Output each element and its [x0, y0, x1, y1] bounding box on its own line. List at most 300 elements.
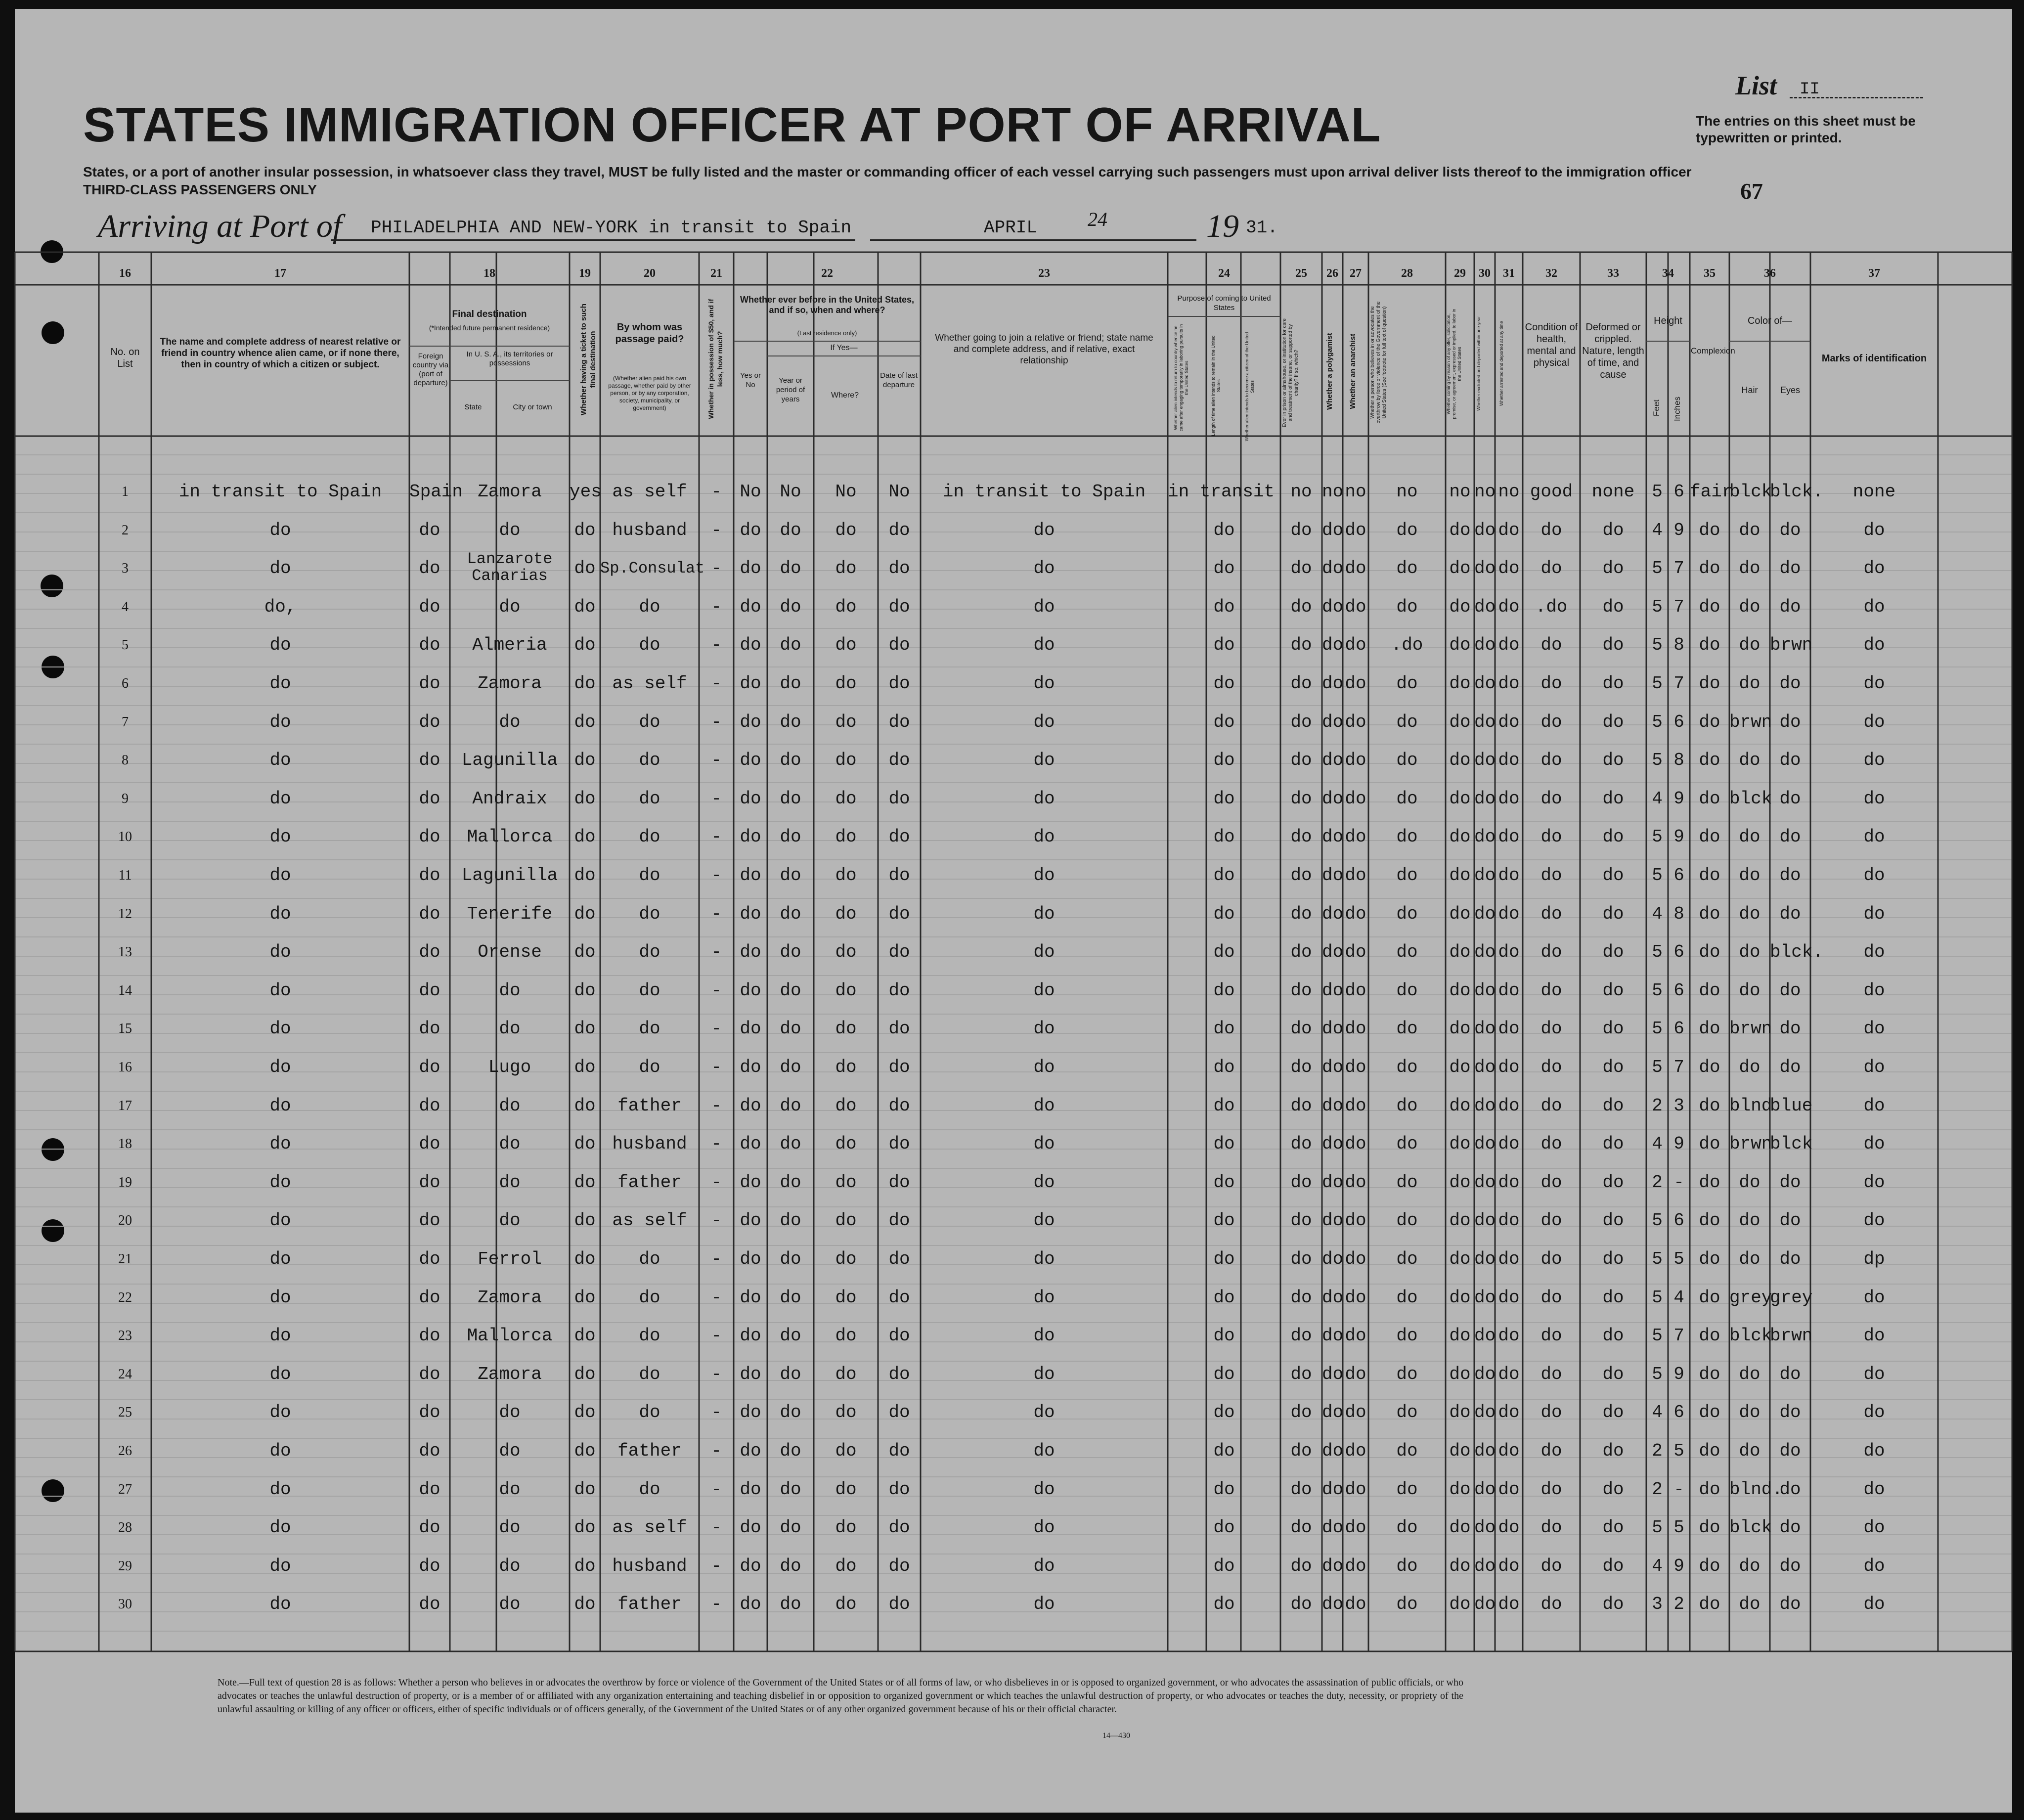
col-num-16: 16 — [119, 267, 131, 280]
cell-marks: do — [1863, 711, 1885, 732]
cell-c25: do — [1290, 980, 1312, 1001]
cell-money: - — [711, 750, 722, 771]
cell-no: 16 — [118, 1060, 132, 1075]
cell-c30: do — [1474, 1210, 1496, 1231]
cell-eyes: do — [1779, 1441, 1801, 1461]
cell-eyes: do — [1779, 596, 1801, 617]
header-state: State — [464, 403, 482, 411]
table-row — [0, 1288, 2024, 1327]
cell-foreign: do — [419, 1594, 440, 1615]
cell-c27: do — [1345, 1134, 1366, 1154]
cell-feet: 5 — [1652, 1019, 1663, 1039]
cell-no: 10 — [118, 829, 132, 845]
table-row — [0, 789, 2024, 828]
cell-date: do — [888, 1172, 910, 1193]
cell-no: 24 — [118, 1366, 132, 1382]
cell-paid: do — [639, 1364, 660, 1384]
cell-years: do — [780, 865, 801, 886]
cell-money: - — [711, 788, 722, 809]
cell-money: - — [711, 558, 722, 579]
cell-joining: do — [1033, 1479, 1055, 1500]
cell-marks: do — [1863, 1326, 1885, 1346]
cell-city: Lanzarote Canarias — [467, 550, 553, 585]
cell-inches: 9 — [1673, 788, 1684, 809]
cell-no: 13 — [118, 944, 132, 960]
cell-joining: do — [1033, 1210, 1055, 1231]
cell-feet: 5 — [1652, 596, 1663, 617]
cell-c28: do — [1396, 1326, 1418, 1346]
cell-city: do — [499, 1517, 521, 1538]
cell-marks: do — [1863, 1402, 1885, 1423]
cell-foreign: do — [419, 520, 440, 540]
cell-c28: do — [1396, 750, 1418, 771]
cell-c25: do — [1290, 865, 1312, 886]
cell-c28: do — [1396, 1555, 1418, 1576]
cell-c30: do — [1474, 788, 1496, 809]
cell-hair: grey — [1729, 1287, 1772, 1308]
cell-date: do — [888, 520, 910, 540]
cell-c27: do — [1345, 1517, 1366, 1538]
header-list-number: No. on List — [110, 347, 140, 369]
cell-ticket: do — [574, 1249, 596, 1269]
cell-marks: dp — [1863, 1249, 1885, 1269]
cell-date: do — [888, 942, 910, 963]
cell-where: do — [835, 1095, 857, 1116]
cell-money: - — [711, 1172, 722, 1193]
cell-c26: do — [1322, 1326, 1344, 1346]
cell-joining: do — [1033, 1249, 1055, 1269]
cell-purpose: do — [1213, 1402, 1235, 1423]
cell-city: do — [499, 596, 521, 617]
cell-c25: do — [1290, 1172, 1312, 1193]
cell-inches: 9 — [1673, 1364, 1684, 1384]
cell-city: Lagunilla — [461, 865, 558, 886]
cell-health: do — [1540, 827, 1562, 847]
cell-c29: do — [1449, 673, 1471, 694]
cell-c29: do — [1449, 1134, 1471, 1154]
cell-complexion: do — [1699, 520, 1720, 540]
cell-foreign: do — [419, 1402, 440, 1423]
cell-relative: do — [269, 980, 291, 1001]
cell-paid: do — [639, 1479, 660, 1500]
cell-foreign: do — [419, 980, 440, 1001]
cell-inches: 5 — [1673, 1441, 1684, 1461]
cell-c31: do — [1498, 827, 1520, 847]
cell-foreign: do — [419, 673, 440, 694]
cell-joining: do — [1033, 750, 1055, 771]
cell-marks: do — [1863, 980, 1885, 1001]
table-row — [0, 1249, 2024, 1288]
cell-purpose: do — [1213, 1364, 1235, 1384]
cell-c26: do — [1322, 596, 1344, 617]
cell-ticket: do — [574, 635, 596, 656]
cell-health: do — [1540, 1172, 1562, 1193]
cell-city: do — [499, 520, 521, 540]
cell-feet: 4 — [1652, 1134, 1663, 1154]
cell-purpose: do — [1213, 1172, 1235, 1193]
cell-c28: do — [1396, 1057, 1418, 1077]
cell-c25: do — [1290, 635, 1312, 656]
table-row — [0, 981, 2024, 1020]
cell-yesno: do — [740, 903, 761, 924]
cell-purpose: do — [1213, 1210, 1235, 1231]
cell-no: 20 — [118, 1213, 132, 1229]
cell-eyes: do — [1779, 711, 1801, 732]
cell-c29: do — [1449, 980, 1471, 1001]
cell-where: do — [835, 1210, 857, 1231]
cell-hair: do — [1739, 673, 1760, 694]
cell-feet: 5 — [1652, 1287, 1663, 1308]
cell-relative: do — [269, 865, 291, 886]
cell-c29: do — [1449, 1326, 1471, 1346]
cell-c27: do — [1345, 1210, 1366, 1231]
cell-c27: do — [1345, 750, 1366, 771]
cell-c31: do — [1498, 558, 1520, 579]
cell-complexion: do — [1699, 1057, 1720, 1077]
table-row — [0, 1518, 2024, 1556]
cell-c31: do — [1498, 1287, 1520, 1308]
cell-date: do — [888, 1287, 910, 1308]
cell-no: 5 — [122, 637, 129, 653]
cell-complexion: do — [1699, 1095, 1720, 1116]
cell-c31: do — [1498, 865, 1520, 886]
cell-money: - — [711, 942, 722, 963]
cell-c30: do — [1474, 520, 1496, 540]
cell-c28: do — [1396, 1095, 1418, 1116]
cell-yesno: do — [740, 827, 761, 847]
cell-purpose: do — [1213, 1019, 1235, 1039]
cell-ticket: do — [574, 1287, 596, 1308]
cell-c28: .do — [1391, 635, 1423, 656]
cell-complexion: do — [1699, 1210, 1720, 1231]
cell-joining: do — [1033, 1172, 1055, 1193]
col-num-19: 19 — [579, 267, 591, 280]
cell-date: do — [888, 788, 910, 809]
cell-city: Mallorca — [467, 827, 553, 847]
cell-c25: do — [1290, 827, 1312, 847]
cell-c30: do — [1474, 1057, 1496, 1077]
intro-text — [83, 163, 1692, 199]
cell-foreign: do — [419, 1479, 440, 1500]
cell-purpose: do — [1213, 673, 1235, 694]
header-last-departure: Date of last departure — [880, 371, 918, 389]
header-purpose: Purpose of coming to United States — [1177, 294, 1271, 312]
header-overthrow: Whether a person who believes in or advocates the overthrow by force or violence of the Government of the United States (See footnote for full text of question) — [1370, 301, 1387, 424]
cell-c28: do — [1396, 980, 1418, 1001]
cell-joining: do — [1033, 1057, 1055, 1077]
cell-complexion: do — [1699, 673, 1720, 694]
cell-c25: do — [1290, 1134, 1312, 1154]
col-num-33: 33 — [1607, 267, 1619, 280]
cell-yesno: do — [740, 1134, 761, 1154]
cell-foreign: do — [419, 788, 440, 809]
cell-yesno: do — [740, 1057, 761, 1077]
cell-hair: blck — [1729, 1517, 1772, 1538]
cell-c28: do — [1396, 1287, 1418, 1308]
cell-purpose: do — [1213, 1479, 1235, 1500]
cell-feet: 5 — [1652, 558, 1663, 579]
cell-relative: do — [269, 1479, 291, 1500]
cell-inches: 7 — [1673, 1326, 1684, 1346]
cell-deformed: do — [1602, 635, 1624, 656]
cell-eyes: do — [1779, 1249, 1801, 1269]
cell-where: do — [835, 1402, 857, 1423]
cell-relative: do — [269, 1249, 291, 1269]
cell-hair: do — [1739, 1555, 1760, 1576]
cell-inches: 8 — [1673, 635, 1684, 656]
cell-where: do — [835, 1172, 857, 1193]
cell-relative: do — [269, 1210, 291, 1231]
cell-paid: father — [617, 1441, 682, 1461]
cell-complexion: do — [1699, 1517, 1720, 1538]
cell-feet: 5 — [1652, 750, 1663, 771]
cell-years: do — [780, 711, 801, 732]
cell-c28: do — [1396, 1402, 1418, 1423]
cell-complexion: do — [1699, 1479, 1720, 1500]
cell-marks: do — [1863, 1594, 1885, 1615]
cell-city: Almeria — [472, 635, 547, 656]
cell-c27: do — [1345, 1441, 1366, 1461]
page-number: 67 — [1740, 178, 1763, 204]
cell-years: do — [780, 903, 801, 924]
cell-feet: 5 — [1652, 482, 1663, 502]
cell-deformed: do — [1602, 1095, 1624, 1116]
cell-c29: do — [1449, 1019, 1471, 1039]
cell-deformed: do — [1602, 903, 1624, 924]
cell-money: - — [711, 1555, 722, 1576]
cell-c26: do — [1322, 1172, 1344, 1193]
cell-years: do — [780, 1555, 801, 1576]
header-where: Where? — [831, 391, 859, 400]
cell-c26: do — [1322, 1441, 1344, 1461]
cell-joining: do — [1033, 673, 1055, 694]
cell-c29: do — [1449, 711, 1471, 732]
cell-no: 3 — [122, 561, 129, 577]
cell-inches: 9 — [1673, 520, 1684, 540]
cell-c29: do — [1449, 827, 1471, 847]
table-row — [0, 550, 2024, 597]
cell-years: do — [780, 750, 801, 771]
cell-eyes: do — [1779, 1019, 1801, 1039]
cell-date: do — [888, 903, 910, 924]
cell-money: - — [711, 1057, 722, 1077]
cell-feet: 4 — [1652, 520, 1663, 540]
cell-feet: 5 — [1652, 1210, 1663, 1231]
cell-c27: do — [1345, 827, 1366, 847]
cell-purpose: do — [1213, 903, 1235, 924]
cell-feet: 4 — [1652, 1555, 1663, 1576]
cell-inches: 6 — [1673, 942, 1684, 963]
cell-c27: do — [1345, 520, 1366, 540]
cell-foreign: do — [419, 1095, 440, 1116]
cell-foreign: do — [419, 1326, 440, 1346]
cell-inches: 9 — [1673, 1134, 1684, 1154]
cell-feet: 5 — [1652, 673, 1663, 694]
cell-hair: do — [1739, 558, 1760, 579]
cell-no: 11 — [118, 868, 132, 883]
arrival-year-prefix: 19 — [1206, 208, 1239, 244]
table-row — [0, 712, 2024, 751]
cell-purpose: in transit — [1168, 482, 1275, 502]
cell-complexion: fair — [1690, 482, 1733, 502]
cell-c26: do — [1322, 1594, 1344, 1615]
cell-eyes: blue — [1770, 1095, 1813, 1116]
cell-years: do — [780, 1210, 801, 1231]
cell-paid: do — [639, 1057, 660, 1077]
cell-c27: do — [1345, 1364, 1366, 1384]
cell-paid: do — [639, 1402, 660, 1423]
cell-c31: do — [1498, 788, 1520, 809]
cell-eyes: do — [1779, 1517, 1801, 1538]
cell-relative: do — [269, 750, 291, 771]
col-num-25: 25 — [1295, 267, 1307, 280]
cell-date: do — [888, 1249, 910, 1269]
cell-hair: do — [1739, 1210, 1760, 1231]
cell-relative: do — [269, 1402, 291, 1423]
cell-complexion: do — [1699, 1019, 1720, 1039]
cell-hair: do — [1739, 596, 1760, 617]
cell-yesno: do — [740, 711, 761, 732]
cell-joining: do — [1033, 596, 1055, 617]
cell-purpose: do — [1213, 635, 1235, 656]
cell-c25: do — [1290, 1057, 1312, 1077]
cell-c29: do — [1449, 1479, 1471, 1500]
cell-purpose: do — [1213, 1095, 1235, 1116]
cell-where: do — [835, 942, 857, 963]
cell-deformed: do — [1602, 1402, 1624, 1423]
cell-hair: blck — [1729, 482, 1772, 502]
cell-c27: do — [1345, 673, 1366, 694]
cell-years: do — [780, 1517, 801, 1538]
cell-purpose: do — [1213, 1057, 1235, 1077]
cell-c31: do — [1498, 635, 1520, 656]
cell-paid: Sp.Consulat — [600, 559, 705, 578]
cell-complexion: do — [1699, 1249, 1720, 1269]
cell-health: do — [1540, 1555, 1562, 1576]
cell-c26: do — [1322, 1555, 1344, 1576]
cell-where: do — [835, 865, 857, 886]
cell-where: do — [835, 558, 857, 579]
table-row — [0, 827, 2024, 866]
cell-no: 17 — [118, 1098, 132, 1113]
cell-paid: father — [617, 1594, 682, 1615]
cell-foreign: do — [419, 711, 440, 732]
cell-c27: no — [1345, 482, 1366, 502]
col-num-35: 35 — [1704, 267, 1716, 280]
cell-c30: do — [1474, 1441, 1496, 1461]
arrival-month: APRIL — [984, 218, 1038, 238]
table-row — [0, 635, 2024, 674]
header-excluded: Whether excluded and deported within one year — [1476, 316, 1481, 411]
header-last-residence: (Last residence only) — [797, 329, 857, 337]
cell-no: 2 — [122, 522, 129, 538]
cell-yesno: do — [740, 1287, 761, 1308]
cell-c27: do — [1345, 1326, 1366, 1346]
cell-yesno: do — [740, 788, 761, 809]
cell-marks: do — [1863, 1210, 1885, 1231]
cell-deformed: do — [1602, 1555, 1624, 1576]
cell-marks: do — [1863, 1479, 1885, 1500]
col-num-27: 27 — [1350, 267, 1362, 280]
cell-yesno: do — [740, 1402, 761, 1423]
cell-yesno: do — [740, 750, 761, 771]
cell-complexion: do — [1699, 1402, 1720, 1423]
cell-hair: do — [1739, 1249, 1760, 1269]
cell-c27: do — [1345, 1019, 1366, 1039]
table-row — [0, 1595, 2024, 1633]
cell-eyes: do — [1779, 558, 1801, 579]
cell-no: 22 — [118, 1289, 132, 1305]
cell-yesno: do — [740, 673, 761, 694]
cell-city: do — [499, 1479, 521, 1500]
cell-c30: do — [1474, 1019, 1496, 1039]
cell-c31: no — [1498, 482, 1520, 502]
cell-money: - — [711, 1210, 722, 1231]
cell-c26: do — [1322, 1134, 1344, 1154]
cell-where: do — [835, 1326, 857, 1346]
header-arrested: Whether arrested and deported at any time — [1499, 321, 1504, 406]
cell-c26: do — [1322, 788, 1344, 809]
cell-where: do — [835, 1057, 857, 1077]
cell-hair: do — [1739, 1594, 1760, 1615]
cell-city: Orense — [478, 942, 542, 963]
cell-yesno: do — [740, 1364, 761, 1384]
cell-c25: do — [1290, 1287, 1312, 1308]
cell-c26: do — [1322, 1019, 1344, 1039]
cell-c26: do — [1322, 1287, 1344, 1308]
cell-health: good — [1530, 482, 1573, 502]
cell-c28: no — [1396, 482, 1418, 502]
cell-complexion: do — [1699, 1172, 1720, 1193]
cell-c25: do — [1290, 596, 1312, 617]
cell-relative: do — [269, 1364, 291, 1384]
cell-city: Zamora — [478, 1364, 542, 1384]
cell-ticket: do — [574, 1402, 596, 1423]
cell-c30: do — [1474, 1134, 1496, 1154]
cell-hair: do — [1739, 1057, 1760, 1077]
cell-c28: do — [1396, 673, 1418, 694]
cell-c26: do — [1322, 1517, 1344, 1538]
cell-relative: do — [269, 1019, 291, 1039]
col-num-29: 29 — [1454, 267, 1466, 280]
cell-purpose: do — [1213, 750, 1235, 771]
cell-foreign: do — [419, 1172, 440, 1193]
cell-deformed: do — [1602, 1210, 1624, 1231]
cell-where: do — [835, 596, 857, 617]
cell-feet: 5 — [1652, 1249, 1663, 1269]
punch-hole-2 — [42, 321, 64, 344]
cell-ticket: do — [574, 942, 596, 963]
cell-c29: do — [1449, 1287, 1471, 1308]
cell-relative: do — [269, 1326, 291, 1346]
cell-feet: 5 — [1652, 1517, 1663, 1538]
cell-paid: do — [639, 1287, 660, 1308]
cell-eyes: blck. — [1770, 482, 1824, 502]
cell-eyes: brwn — [1770, 1326, 1813, 1346]
cell-yesno: do — [740, 1594, 761, 1615]
cell-health: do — [1540, 750, 1562, 771]
cell-c29: do — [1449, 1364, 1471, 1384]
header-deformed: Deformed or crippled. Nature, length of time, and cause — [1582, 322, 1644, 380]
cell-c30: do — [1474, 827, 1496, 847]
cell-health: do — [1540, 1249, 1562, 1269]
cell-relative: do — [269, 711, 291, 732]
cell-joining: do — [1033, 1095, 1055, 1116]
form-number: 14—430 — [1102, 1731, 1130, 1740]
cell-paid: husband — [612, 520, 687, 540]
cell-deformed: do — [1602, 980, 1624, 1001]
cell-complexion: do — [1699, 1287, 1720, 1308]
